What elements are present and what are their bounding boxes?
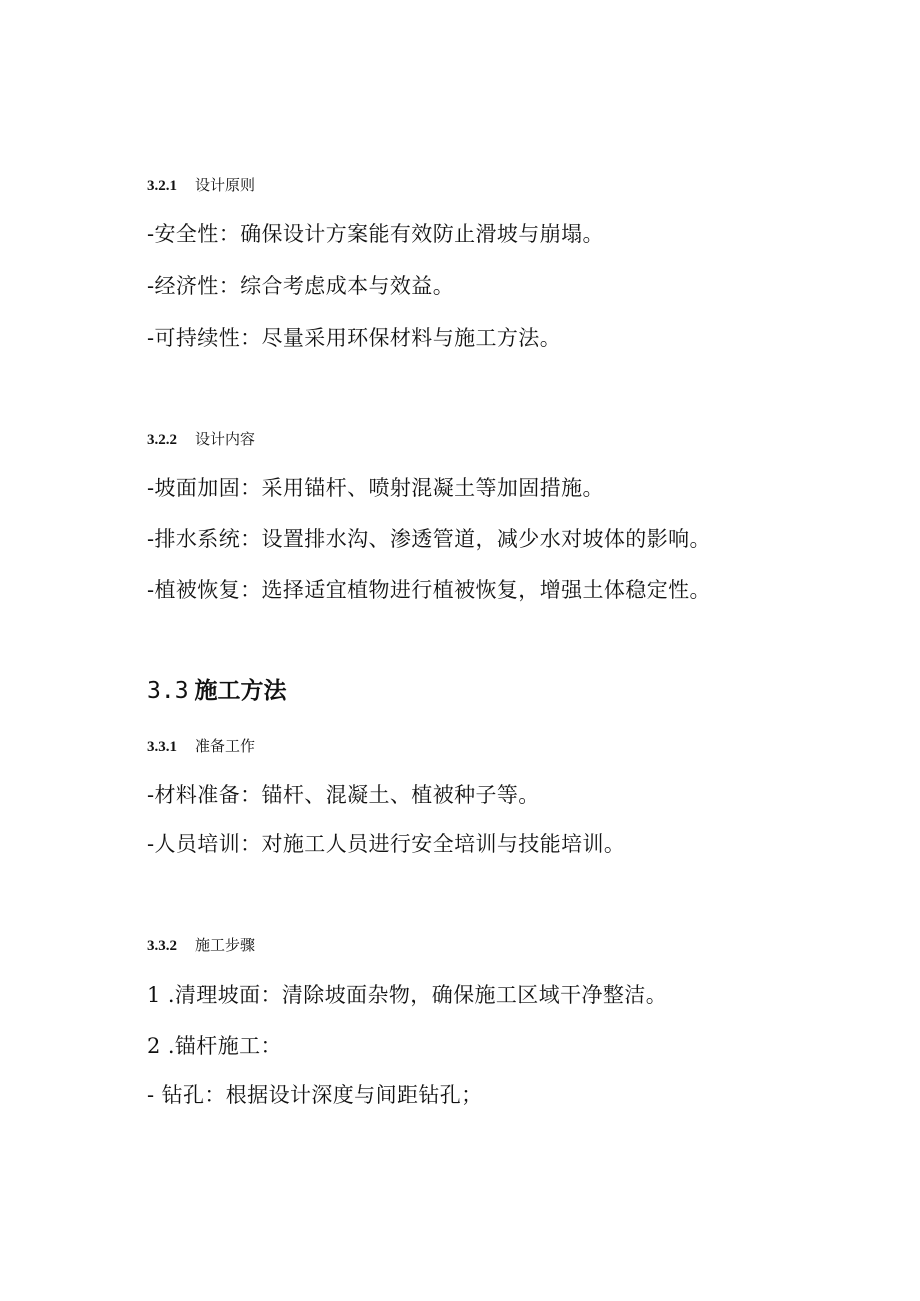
- subheading-number: 3.2.1: [147, 178, 177, 194]
- paragraph-line: 1 .清理坡面：清除坡面杂物，确保施工区域干净整洁。: [147, 983, 668, 1007]
- paragraph-line: -经济性：综合考虑成本与效益。: [147, 274, 455, 298]
- paragraph-line: -人员培训：对施工人员进行安全培训与技能培训。: [147, 832, 626, 856]
- subheading-title: 设计原则: [195, 176, 256, 194]
- paragraph-line: -材料准备：锚杆、混凝土、植被种子等。: [147, 783, 540, 807]
- section-title: 施工方法: [194, 678, 287, 704]
- paragraph-line: -排水系统：设置排水沟、渗透管道，减少水对坡体的影响。: [147, 527, 711, 551]
- paragraph-line: -植被恢复：选择适宜植物进行植被恢复，增强土体稳定性。: [147, 578, 711, 602]
- subheading-number: 3.3.1: [147, 739, 177, 755]
- subheading-title: 施工步骤: [195, 936, 256, 954]
- subheading-3-3-2: [147, 935, 255, 956]
- paragraph-line: - 钻孔：根据设计深度与间距钻孔；: [147, 1083, 483, 1107]
- paragraph-line: 2 .锚杆施工：: [147, 1034, 282, 1058]
- subheading-3-2-2: [147, 429, 255, 450]
- section-heading-3-3: [147, 676, 287, 706]
- subheading-3-2-1: [147, 175, 255, 196]
- paragraph-line: -坡面加固：采用锚杆、喷射混凝土等加固措施。: [147, 476, 604, 500]
- section-number: 3.3: [147, 678, 189, 704]
- subheading-number: 3.3.2: [147, 938, 177, 954]
- subheading-title: 设计内容: [195, 430, 256, 448]
- paragraph-line: -可持续性：尽量采用环保材料与施工方法。: [147, 326, 562, 350]
- subheading-3-3-1: [147, 736, 255, 757]
- subheading-title: 准备工作: [195, 737, 256, 755]
- subheading-number: 3.2.2: [147, 432, 177, 448]
- paragraph-line: -安全性：确保设计方案能有效防止滑坡与崩塌。: [147, 222, 604, 246]
